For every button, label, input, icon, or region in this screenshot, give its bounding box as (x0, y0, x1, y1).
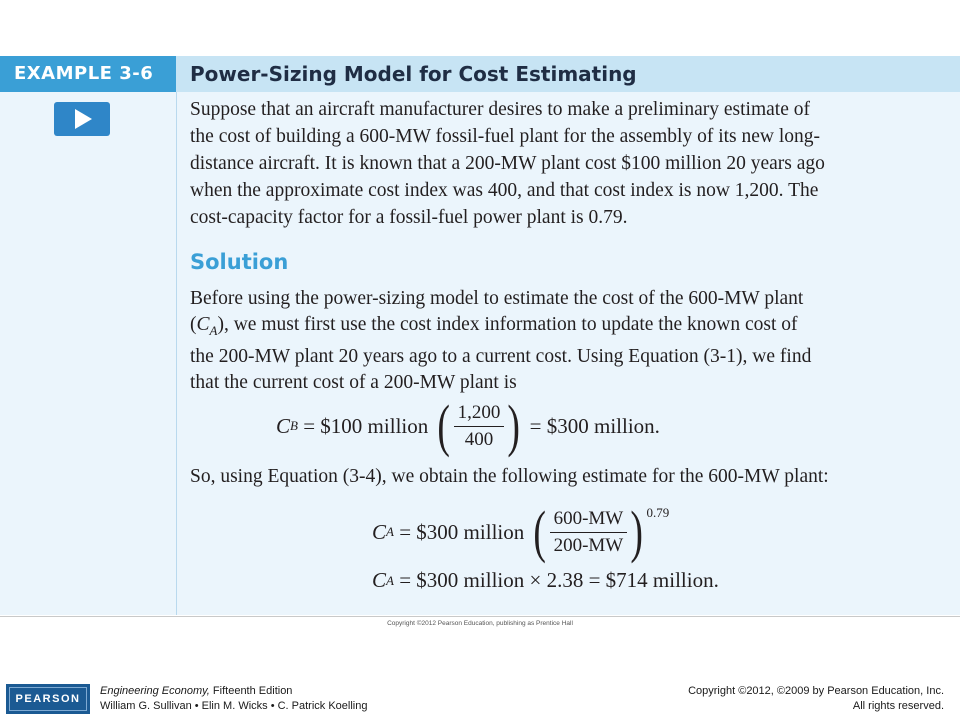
eq2-exponent: 0.79 (646, 505, 670, 520)
var-c: C (196, 314, 210, 335)
play-button[interactable] (54, 102, 110, 136)
problem-line: the cost of building a 600-MW fossil-fuel plant for the assembly of its new long- (190, 126, 821, 147)
copyright-line: All rights reserved. (852, 700, 944, 712)
eq2-var: C (372, 519, 387, 544)
subscript-a: A (209, 322, 218, 338)
eq1-rhs: = $300 million. (529, 413, 660, 438)
equation-ca-result (372, 568, 719, 593)
solution-line: that the current cost of a 200-MW plant is (190, 371, 517, 393)
eq1-denominator: 400 (464, 428, 494, 450)
eq1-fraction (434, 393, 523, 458)
eq1-numerator: 1,200 (454, 402, 505, 427)
problem-line: Suppose that an aircraft manufacturer desires to make a preliminary estimate of (190, 99, 810, 120)
example-label: EXAMPLE 3-6 (0, 56, 176, 92)
play-icon (54, 102, 110, 136)
footer-copyright (688, 684, 944, 714)
image-copyright: Copyright ©2012 Pearson Education, publishing as Prentice Hall (387, 620, 573, 627)
eq3-sub: A (386, 572, 394, 588)
eq2-sub: A (386, 524, 394, 539)
solution-line-rest: ), we must first use the cost index information to update the known cost of (217, 314, 798, 335)
paren-right: ) (507, 393, 521, 458)
problem-statement (190, 96, 942, 231)
book-title: Engineering Economy, (100, 685, 210, 697)
eq2-denominator: 200-MW (553, 534, 624, 556)
copyright-line: Copyright ©2012, ©2009 by Pearson Education, Inc. (688, 685, 944, 697)
paren-left: ( (437, 393, 451, 458)
paren-open: ( (190, 314, 197, 335)
panel-divider (176, 92, 177, 615)
book-info (100, 684, 367, 714)
eq2-lhs: = $300 million (393, 519, 525, 544)
solution-line: Before using the power-sizing model to estimate the cost of the 600-MW plant (190, 288, 804, 309)
problem-line: distance aircraft. It is known that a 200-MW plant cost $100 million 20 years ago (190, 153, 825, 174)
problem-line: cost-capacity factor for a fossil-fuel power plant is 0.79. (190, 207, 628, 228)
solution-paragraph (190, 286, 942, 396)
eq2-numerator: 600-MW (550, 508, 628, 533)
solution-heading: Solution (190, 250, 289, 274)
pearson-logo: PEARSON (6, 684, 90, 714)
so-line: So, using Equation (3-4), we obtain the following estimate for the 600-MW plant: (190, 466, 829, 487)
equation-cb (276, 393, 660, 458)
slide-footer (0, 681, 960, 720)
solution-line: the 200-MW plant 20 years ago to a current cost. Using Equation (3-1), we find (190, 345, 812, 367)
divider (0, 616, 960, 617)
book-edition: Fifteenth Edition (209, 685, 293, 697)
example-header (0, 56, 960, 92)
eq2-fraction (530, 499, 670, 564)
eq3-rest: = $300 million × 2.38 = $714 million. (393, 568, 719, 592)
eq3-var: C (372, 568, 387, 592)
eq1-sub: B (290, 418, 298, 433)
equation-ca (372, 499, 675, 564)
example-title: Power-Sizing Model for Cost Estimating (176, 56, 960, 92)
eq1-var: C (276, 413, 291, 438)
book-authors: William G. Sullivan • Elin M. Wicks • C. Patrick Koelling (100, 700, 368, 712)
problem-line: when the approximate cost index was 400, and that cost index is now 1,200. The (190, 180, 819, 201)
solution-line (190, 312, 942, 344)
eq1-lhs: = $100 million (297, 413, 429, 438)
paren-right: ) (630, 499, 644, 564)
paren-left: ( (533, 499, 547, 564)
